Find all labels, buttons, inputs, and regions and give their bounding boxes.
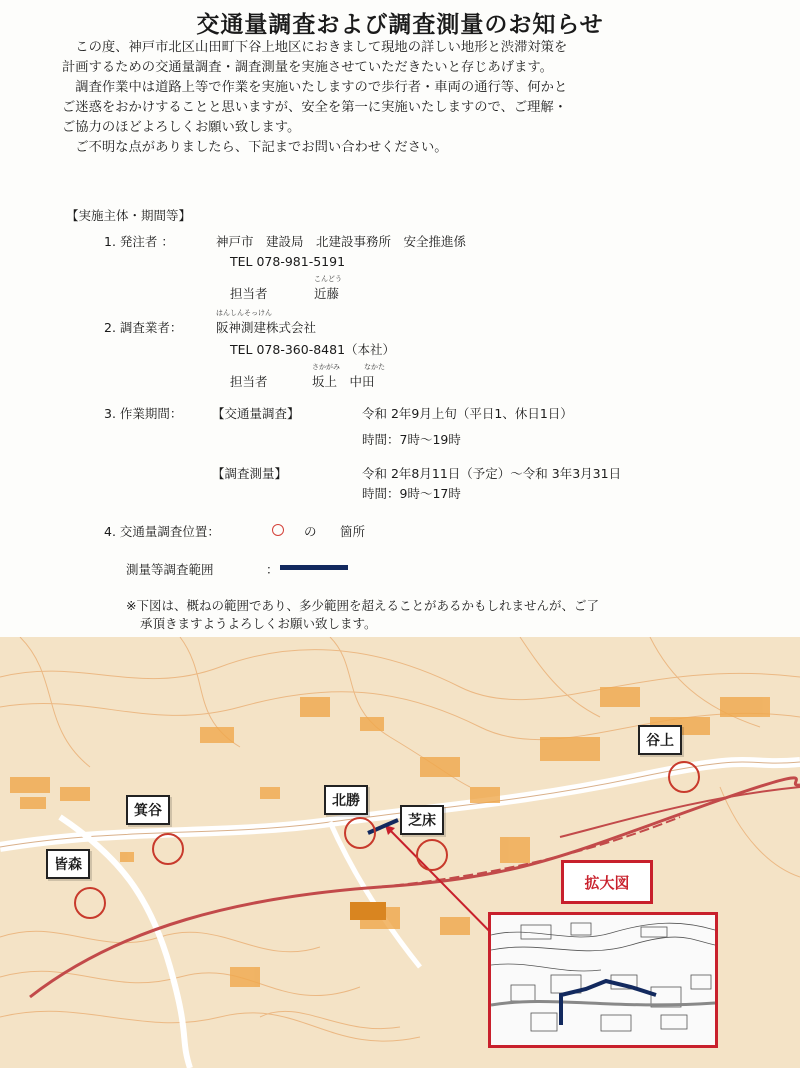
enlarged-map-inset	[488, 912, 718, 1048]
location-circle-hokusho	[344, 817, 376, 849]
orderer-org: 神戸市 建設局 北建設事務所 安全推進係	[216, 234, 467, 249]
period-label: 3. 作業期間：	[104, 406, 183, 421]
traffic-survey-time: 時間：7時～19時	[362, 432, 461, 447]
intro-line: この度、神戸市北区山田町下谷上地区におきまして現地の詳しい地形と渋滞対策を	[75, 40, 568, 55]
contractor-tel: TEL 078-360-8481（本社）	[230, 342, 396, 357]
contractor-ruby-1: さかがみ	[312, 363, 340, 371]
contractor-contact-label: 担当者	[230, 374, 268, 389]
contractor-name-ruby: はんしんそっけん	[216, 309, 272, 317]
note-line: ※下図は、概ねの範囲であり、多少範囲を超えることがあるかもしれませんが、ご了	[126, 598, 599, 613]
survey-time: 時間：9時～17時	[362, 486, 461, 501]
contractor-name: 阪神測建株式会社	[216, 320, 317, 335]
contractor-ruby-2: なかた	[364, 363, 385, 371]
contractor-contact-names: 坂上 中田	[312, 374, 375, 389]
survey-date: 令和 2年8月11日（予定）～令和 3年3月31日	[362, 466, 622, 481]
intro-line: 計画するための交通量調査・調査測量を実施させていただきたいと存じあげます。	[62, 60, 553, 75]
survey-range-colon: ：	[266, 562, 279, 577]
traffic-survey-date: 令和 2年9月上旬（平日1、休日1日）	[362, 406, 573, 421]
location-circle-minotani	[152, 833, 184, 865]
intro-line: ご協力のほどよろしくお願い致します。	[62, 120, 301, 135]
place-label-shibatoko: 芝床	[400, 805, 444, 835]
orderer-contact-name: 近藤	[314, 286, 340, 301]
survey-range-line	[280, 565, 348, 570]
locations-places: 箇所	[340, 524, 366, 539]
location-circle-minamori	[74, 887, 106, 919]
intro-text	[62, 38, 762, 158]
location-circle-tanigami	[668, 761, 700, 793]
survey-range-label: 測量等調査範囲	[126, 562, 214, 577]
place-label-hokusho: 北勝	[324, 785, 368, 815]
contractor-label: 2. 調査業者：	[104, 320, 183, 335]
intro-line: 調査作業中は道路上等で作業を実施いたしますので歩行者・車両の通行等、何かと	[75, 80, 568, 95]
intro-line: ご不明な点がありましたら、下記までお問い合わせください。	[75, 140, 448, 155]
orderer-contact-label: 担当者	[230, 286, 268, 301]
orderer-label: 1. 発注者 ：	[104, 234, 174, 249]
location-circle-shibatoko	[416, 839, 448, 871]
section-heading: 【実施主体・期間等】	[66, 208, 192, 223]
orderer-contact-ruby: こんどう	[314, 275, 342, 283]
note-line: 承頂きますようよろしくお願い致します。	[140, 616, 377, 631]
place-label-minamori: 皆森	[46, 849, 90, 879]
orderer-tel: TEL 078-981-5191	[230, 254, 346, 269]
location-circle-icon	[272, 523, 284, 538]
place-label-tanigami: 谷上	[638, 725, 682, 755]
locations-label: 4. 交通量調査位置：	[104, 524, 220, 539]
intro-line: ご迷惑をおかけすることと思いますが、安全を第一に実施いたしますので、ご理解・	[62, 100, 568, 115]
enlarged-map-label: 拡大図	[561, 860, 653, 904]
place-label-minotani: 箕谷	[126, 795, 170, 825]
traffic-survey-label: 【交通量調査】	[212, 406, 300, 421]
survey-label: 【調査測量】	[212, 466, 288, 481]
page-title: 交通量調査および調査測量のお知らせ	[196, 12, 604, 38]
locations-of: の	[304, 524, 317, 539]
inset-drawing	[491, 915, 715, 1045]
